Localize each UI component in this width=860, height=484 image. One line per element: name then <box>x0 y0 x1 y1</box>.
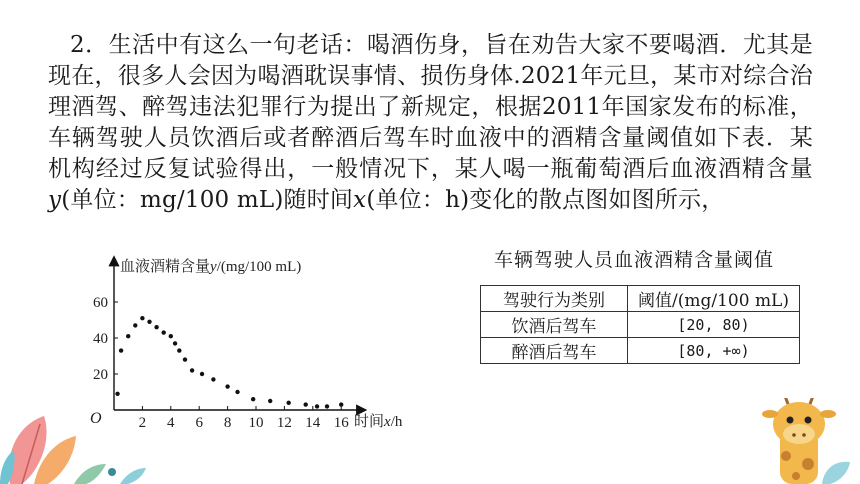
x-axis-label-var: x <box>384 414 391 430</box>
scatter-point <box>119 348 123 352</box>
variable-y: y <box>48 187 62 213</box>
scatter-point <box>183 357 187 361</box>
scatter-point <box>339 402 343 406</box>
x-tick-label: 12 <box>276 415 292 431</box>
table-cell: 醉酒后驾车 <box>481 338 628 364</box>
y-tick-label: 60 <box>93 295 108 311</box>
scatter-point <box>115 392 119 396</box>
table-cell: [80, +∞) <box>628 338 800 364</box>
table-header-cell: 驾驶行为类别 <box>481 286 628 312</box>
threshold-table <box>480 285 800 364</box>
scatter-point <box>268 399 272 403</box>
y-tick-label: 40 <box>93 331 108 347</box>
problem-text-part1: 2．生活中有这么一句老话：喝酒伤身，旨在劝告大家不要喝酒．尤其是现在，很多人会因为喝酒耽误事情、损伤身体.2021年元旦，某市对综合治理酒驾、醉驾违法犯罪行为提出了新规定，根据2011年国家发布的标准，车辆驾驶人员饮酒后或者醉酒后驾车时血液中的酒精含量阈值如下表．某机构经过反复试验得出，一般情况下，某人喝一瓶葡萄酒后血液酒精含量 <box>48 32 813 182</box>
y-axis-label-cn: 血液酒精含量 <box>120 259 211 275</box>
x-tick-label: 8 <box>223 415 232 431</box>
x-axis-label <box>354 413 403 430</box>
problem-text-part2: (单位：mg/100 mL)随时间 <box>61 187 354 213</box>
problem-text-part3: (单位：h)变化的散点图如图所示， <box>366 187 725 213</box>
scatter-point <box>211 377 215 381</box>
table-cell: [20, 80) <box>628 312 800 338</box>
scatter-point <box>286 401 290 405</box>
scatter-point <box>235 390 239 394</box>
x-tick-label: 14 <box>305 415 321 431</box>
x-tick-label: 4 <box>167 415 175 431</box>
x-tick-label: 16 <box>333 415 349 431</box>
scatter-point <box>190 368 194 372</box>
scatter-point <box>200 372 204 376</box>
scatter-point <box>251 397 255 401</box>
table-row <box>481 312 800 338</box>
y-axis-label-var: y <box>210 259 217 275</box>
scatter-point <box>325 404 329 408</box>
scatter-point <box>315 404 319 408</box>
table-header-cell: 阈值/(mg/100 mL) <box>628 286 800 312</box>
y-axis-label-unit: /(mg/100 mL) <box>216 259 302 275</box>
scatter-point <box>133 323 137 327</box>
origin-label: O <box>90 410 102 427</box>
scatter-point <box>140 316 144 320</box>
scatter-point <box>169 334 173 338</box>
scatter-point <box>162 330 166 334</box>
scatter-point <box>173 341 177 345</box>
x-axis-label-cn: 时间 <box>354 414 385 430</box>
scatter-point <box>126 334 130 338</box>
table-title: 车辆驾驶人员血液酒精含量阈值 <box>494 249 775 271</box>
scatter-point <box>147 320 151 324</box>
variable-x: x <box>353 187 367 213</box>
scatter-point <box>304 402 308 406</box>
x-tick-label: 2 <box>138 415 147 431</box>
y-axis-label <box>120 257 301 275</box>
giraffe-icon <box>752 398 860 484</box>
scatter-point <box>154 325 158 329</box>
table-cell: 饮酒后驾车 <box>481 312 628 338</box>
x-axis-label-unit: /h <box>390 414 403 430</box>
x-tick-label: 10 <box>248 415 264 431</box>
scatter-point <box>177 348 181 352</box>
scatter-point <box>225 384 229 388</box>
x-tick-label: 6 <box>195 415 203 431</box>
problem-text <box>48 30 813 216</box>
y-tick-label: 20 <box>93 367 108 383</box>
table-row <box>481 338 800 364</box>
leaf-decoration-icon <box>0 410 160 484</box>
problem-paragraph <box>48 30 813 216</box>
table-header-row <box>481 286 800 312</box>
